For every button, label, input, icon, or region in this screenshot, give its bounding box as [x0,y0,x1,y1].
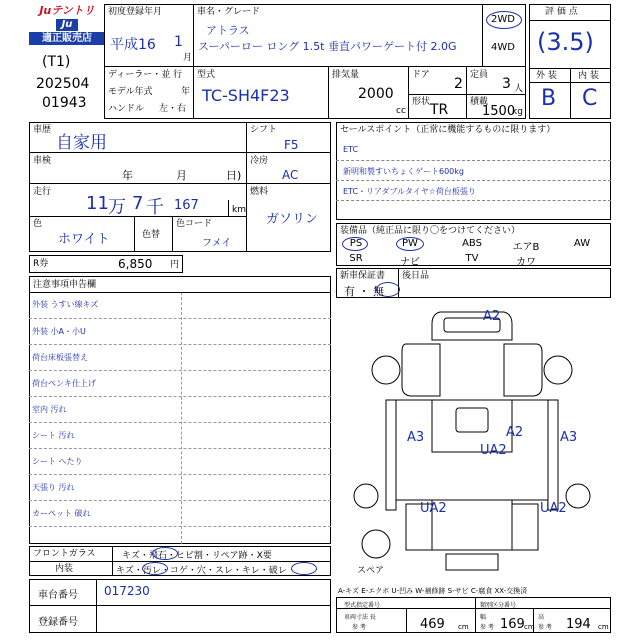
damage-mark-4: A2 [506,425,524,440]
equipment-tv: TV [465,253,479,264]
header-id2: 01943 [42,95,87,111]
drive-2wd: 2WD [491,14,515,25]
note-7: シート へたり [32,457,83,466]
registration-era: 平成16 [110,37,156,53]
inspection-year: 年 [122,169,133,182]
inspection-month: 月 [176,169,187,182]
dims-width-label1: 類別区分番号 [480,602,517,609]
handle-label: ハンドル [108,104,145,114]
recycle-box [29,255,183,273]
load-label: 積載 [470,97,489,107]
mileage-v3: 167 [174,198,199,213]
rating-score: (3.5) [537,28,594,56]
color-code: フメイ [202,238,232,249]
dims-width-unit: cm [524,623,535,631]
notes-box [29,276,331,544]
note-8: 天張り 汚れ [32,483,75,492]
notes-label: 注意事項申告欄 [33,280,97,290]
capacity-value: 3 [502,76,511,92]
note-2: 外装 小A・小U [32,327,86,336]
mileage-label: 走行 [33,187,52,197]
chassis-value: 017230 [104,584,150,598]
spare-label: スペア [357,566,385,576]
rating-int-label: 内 装 [578,71,599,81]
engine-value: 2000 [358,86,394,102]
body-type-value: TR [430,102,449,118]
model-year-unit: 年 [181,87,191,97]
shift-value: F5 [284,138,299,152]
legend: A-キズ E-エクボ U-凹み W-補修跡 S-サビ C-腐食 XX-交換済 [338,587,528,595]
rating-ext-label: 外 装 [536,71,557,81]
model-value: TC-SH4F23 [202,86,290,105]
fuel-value: ガソリン [266,212,319,227]
engine-unit: cc [396,106,406,116]
equipment-leather: カワ [516,257,536,268]
dims-height-value: 194 [566,617,591,632]
sales-points-label: セールスポイント（正常に機能するものに限ります） [340,125,556,135]
dims-height-label2: 参 考 [538,624,552,631]
reg-number-label: 登録番号 [38,617,78,628]
logo-line1: Juテントリ [39,4,95,17]
equipment-navi: ナビ [400,257,420,268]
dealer-label: ディーラー・並 行 [108,70,183,80]
dims-width-label3: 参 考 [480,624,494,631]
engine-label: 排気量 [332,70,360,80]
note-4: 荷台ペンキ仕上げ [32,379,96,388]
shift-label: シフト [250,125,278,135]
mileage-u2: 千 [146,197,164,218]
note-3: 荷台床板張替え [32,353,88,362]
equipment-sr: SR [349,253,363,264]
car-grade: スーパーロー ロング 1.5t 垂直パワーゲート付 2.0G [198,40,457,53]
header-box [104,4,526,119]
note-5: 室内 汚れ [32,405,67,414]
damage-mark-3: UA2 [480,443,507,458]
mileage-v1: 11 [86,193,109,214]
color-code-label: 色コード [176,219,213,229]
note-6: シート 汚れ [32,431,75,440]
inspection-day: 日) [226,169,242,182]
recycle-unit: 円 [170,260,180,270]
interior-value: キズ・汚レ・コゲ・穴・スレ・キレ・破レ [116,566,287,576]
dims-width-value: 169 [500,617,525,632]
body-type-label: 形状 [412,97,431,107]
sales-point-3: ETC・リアダブルタイヤ☆荷台板張り [343,187,476,196]
handle-value: 左・右 [159,104,187,114]
car-name: アトラス [206,24,250,37]
doors-label: ドア [412,70,430,80]
dims-width-label2: 幅 [480,614,487,621]
damage-mark-1: A2 [483,309,501,324]
mileage-v2: 7 [132,193,144,214]
capacity-unit: 人 [514,84,524,94]
interior-label: 内装 [55,564,74,574]
dims-length-label1: 型式指定番号 [344,602,381,609]
rating-ext: B [541,86,557,111]
header-code: (T1) [42,54,71,70]
sales-point-1: ETC [343,145,359,154]
equipment-airbag: エアB [512,242,540,253]
equipment-ps: PS [349,238,363,249]
mileage-unit: km [232,205,246,215]
ac-label: 冷房 [250,156,269,166]
load-unit: kg [512,107,523,117]
model-label: 型式 [197,70,216,80]
color-label: 色 [33,219,43,229]
registration-label: 初度登録年月 [108,7,163,17]
note-9: カーペット 破れ [32,509,91,518]
equipment-pw: PW [402,238,418,249]
equipment-aw: AW [573,238,591,249]
dims-length-value: 469 [420,617,445,632]
damage-mark-6: UA2 [420,501,447,516]
glass-value: キズ・飛石・ヒビ割・リペア跡・X要 [122,551,272,561]
dims-length-label2: 車両寸法 長 [344,614,376,621]
damage-mark-7: UA2 [540,501,567,516]
equipment-label: 装備品（純正品に限り〇をつけてください） [340,226,521,236]
glass-label: フロントガラス [33,549,96,559]
model-year-label: モデル年式 [108,87,153,97]
rating-label: 評 価 点 [545,7,578,17]
car-label: 車名・グレード [197,7,261,17]
logo-line3: 適正販売店 [29,32,105,45]
header-id1: 202504 [36,76,90,92]
mileage-u1: 万 [108,197,126,218]
warranty-label: 新車保証書 [340,271,386,281]
fuel-label: 燃料 [250,187,269,197]
drive-4wd: 4WD [491,42,515,53]
logo [29,4,105,48]
warranty-value: 有 ・ 無 [344,285,384,298]
dims-length-label3: 参 考 [352,624,366,631]
recycle-value: 6,850 [118,257,153,271]
capacity-label: 定員 [470,70,489,80]
damage-mark-5: A3 [560,430,578,445]
inspection-label: 車検 [33,156,52,166]
chassis-label: 車台番号 [38,590,78,601]
registration-month: 1 [174,34,183,50]
recycle-label: R券 [33,259,49,269]
ac-value: AC [282,168,299,182]
load-value: 1500 [482,104,516,119]
note-1: 外装 うすい線キズ [32,300,99,309]
dims-height-label: 高 [538,614,545,621]
usage-label: 車歴 [33,125,52,135]
logo-line2: Ju [56,19,78,31]
color-tint-label: 色替 [142,230,161,240]
rating-int: C [582,86,598,111]
dims-height-unit: cm [598,623,609,631]
warranty-label2: 後日品 [402,271,430,281]
sales-point-2: 新明和製すいちょくゲート600kg [343,167,464,176]
usage-value: 自家用 [56,133,107,153]
damage-mark-2: A3 [407,430,425,445]
doors-value: 2 [454,76,463,92]
dims-length-unit: cm [458,623,469,631]
equipment-abs: ABS [462,238,482,249]
registration-month-unit: 月 [183,53,193,63]
color-value: ホワイト [58,232,110,247]
